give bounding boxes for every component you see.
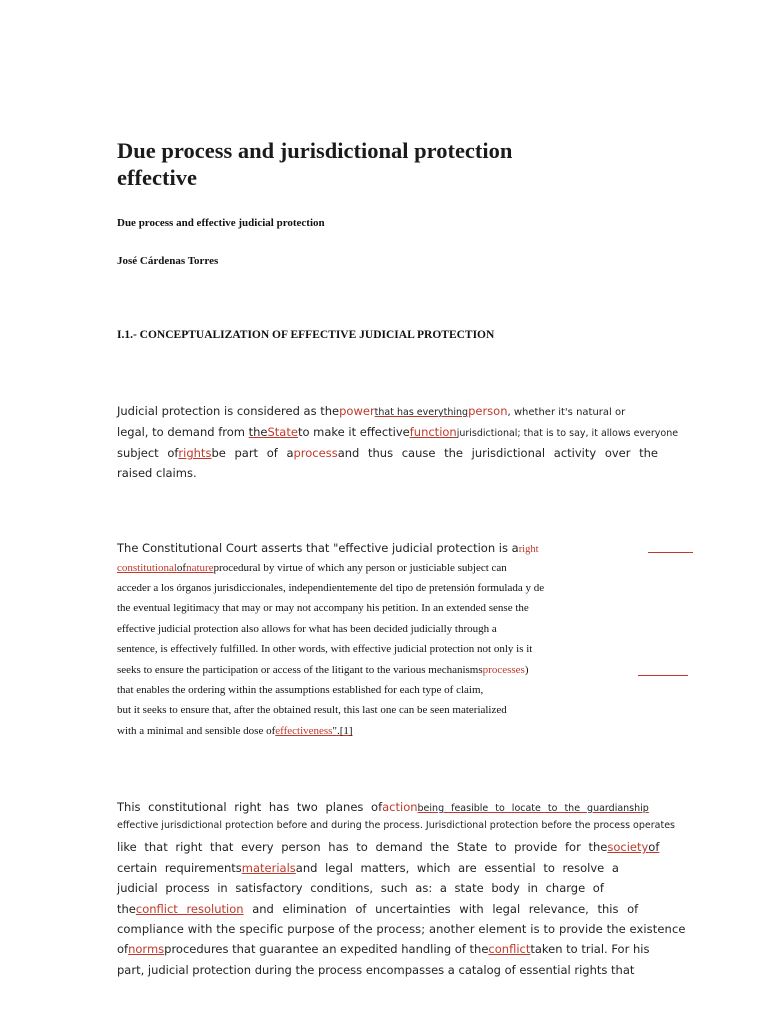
term-person: person <box>468 404 508 418</box>
term-function: function <box>409 425 457 439</box>
term-norms: norms <box>128 942 165 956</box>
p2-line-4: the eventual legitimacy that may or may not accompany his petition. In an extended sense the <box>117 602 529 614</box>
p3-line-5: judicial process in satisfactory conditions, such as: a state body in charge of <box>117 881 604 895</box>
term-effectiveness: effectiveness <box>275 725 333 737</box>
term-society: society <box>607 840 649 854</box>
term-processes: processes <box>482 664 525 676</box>
p2-line-3: acceder a los órganos jurisdiccionales, independientemente del tipo de pretensión formulada y de <box>117 582 545 594</box>
term-process: process <box>293 446 338 460</box>
term-state: State <box>267 425 298 439</box>
footnote-ref[interactable]: ".[1] <box>332 725 353 737</box>
subtitle: Due process and effective judicial protection <box>117 217 325 229</box>
p2-line-6: sentence, is effectively fulfilled. In other words, with effective judicial protection not only is it <box>117 643 533 655</box>
p3-line-1: This constitutional right has two planes ofactionbeing feasible to locate to the guardianship <box>117 800 649 814</box>
page-title: Due process and jurisdictional protection effective <box>117 138 513 190</box>
p2-line-1: The Constitutional Court asserts that "effective judicial protection is aright <box>117 541 539 555</box>
term-action: action <box>382 800 418 814</box>
revision-mark <box>638 675 688 676</box>
p2-line-7: seeks to ensure the participation or access of the litigant to the various mechanismsprocesses) <box>117 664 529 676</box>
term-rights: rights <box>178 446 212 460</box>
p3-line-9: part, judicial protection during the process encompasses a catalog of essential rights that <box>117 963 635 977</box>
p2-line-8: that enables the ordering within the assumptions established for each type of claim, <box>117 684 484 696</box>
term-power: power <box>339 404 375 418</box>
term-right: right <box>518 544 539 555</box>
p3-line-7: compliance with the specific purpose of the process; another element is to provide the existence <box>117 922 686 936</box>
author: José Cárdenas Torres <box>117 255 219 267</box>
term-nature: nature <box>186 562 214 574</box>
p2-line-2: constitutionalofnatureprocedural by virtue of which any person or justiciable subject can <box>117 562 507 574</box>
revision-mark <box>648 552 693 553</box>
p3-line-8: ofnormsprocedures that guarantee an expedited handling of theconflicttaken to trial. For his <box>117 942 650 956</box>
p1-line-1: Judicial protection is considered as thepowerthat has everythingperson, whether it's natural or <box>117 404 626 418</box>
p3-line-2: effective jurisdictional protection before and during the process. Jurisdictional protection before the process operates <box>117 820 675 831</box>
term-conflict: conflict <box>488 942 531 956</box>
p2-line-9: but it seeks to ensure that, after the obtained result, this last one can be seen materialized <box>117 704 507 716</box>
p1-line-2: legal, to demand from theStateto make it effectivefunctionjurisdictional; that is to say, it allows everyone <box>117 425 679 439</box>
p1-line-3: subject ofrightsbe part of aprocessand thus cause the jurisdictional activity over the <box>117 446 658 460</box>
p3-line-4: certain requirementsmaterialsand legal matters, which are essential to resolve a <box>117 861 619 875</box>
section-heading: I.1.- CONCEPTUALIZATION OF EFFECTIVE JUDICIAL PROTECTION <box>117 329 495 341</box>
term-conflict-resolution: conflict resolution <box>135 902 244 916</box>
p2-line-10: with a minimal and sensible dose ofeffectiveness".[1] <box>117 725 353 737</box>
p2-line-5: effective judicial protection also allows for what has been decided judicially through a <box>117 623 497 635</box>
p3-line-6: theconflict resolution and elimination of uncertainties with legal relevance, this of <box>117 902 639 916</box>
term-constitutional: constitutional <box>117 562 177 574</box>
p3-line-3: like that right that every person has to demand the State to provide for thesocietyof <box>117 840 660 854</box>
term-materials: materials <box>241 861 296 875</box>
p1-line-4: raised claims. <box>117 466 197 480</box>
